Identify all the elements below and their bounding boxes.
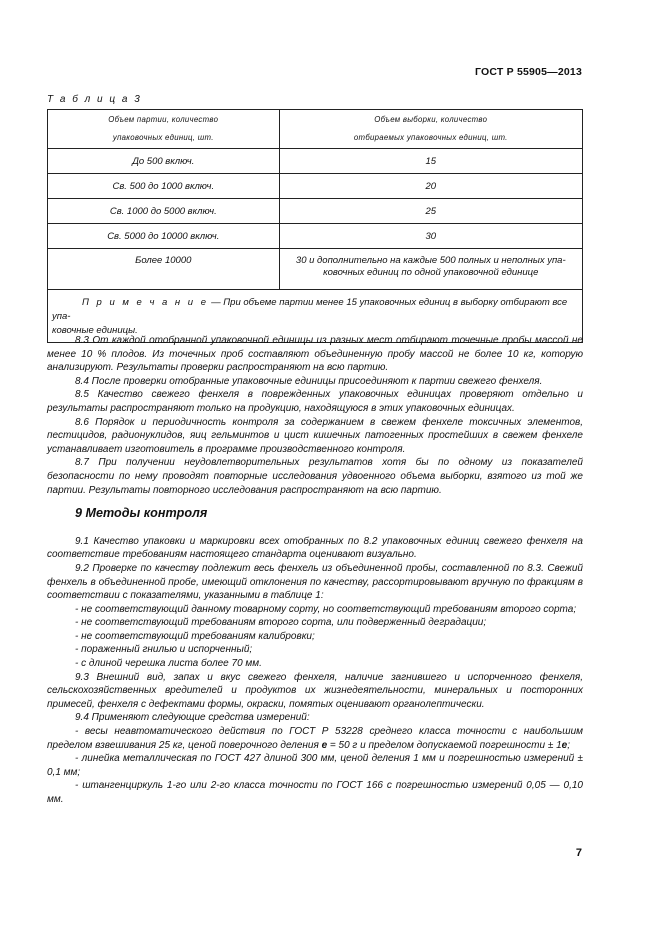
list-item: - не соответствующий требованиям калибровки; (75, 630, 315, 642)
paragraph-9-4: 9.4 Применяют следующие средства измерений: (75, 712, 310, 724)
lot-cell: Св. 1000 до 5000 включ. (48, 199, 280, 224)
section-heading: 9 Методы контроля (75, 506, 208, 521)
sample-cell (279, 249, 582, 290)
paragraph-9-3: 9.3 Внешний вид, запах и вкус свежего фенхеля, наличие загнившего и испорченного фенхеля, сельскохозяйственных вредителей и продуктов их жизнедеятельности, минеральных и посторонних примесей, фенхеля с дефектами формы, окраски, помятых оценивают органолептически. (47, 671, 583, 710)
table-row (48, 174, 583, 199)
division-symbol: е (321, 739, 328, 751)
note-text-1: — При объеме партии менее 15 упаковочных единиц в выборку отбирают все упа- (52, 297, 568, 322)
sample-size-table (47, 109, 583, 343)
list-item: - с длиной черешка листа более 70 мм. (75, 658, 262, 670)
paragraph-8-3: 8.3 От каждой отобранной упаковочной единицы из разных мест отбирают точечные пробы массой не менее 10 % плодов. Из точечных проб составляют объединенную пробу массой не более 10 кг, которую анализируют. Результаты проверки распространяют на всю партию. (47, 335, 583, 374)
page-number: 7 (575, 847, 582, 859)
header-sample-line2: отбираемых упаковочных единиц, шт. (353, 133, 508, 142)
table-header-row (48, 110, 583, 149)
sample-cell: 25 (279, 199, 582, 224)
lot-cell: До 500 включ. (48, 149, 280, 174)
table-row (48, 249, 583, 290)
measurement-item-scales (47, 725, 583, 752)
lot-cell: Более 10000 (48, 249, 280, 290)
lot-cell: Св. 5000 до 10000 включ. (48, 224, 280, 249)
paragraph-8-7: 8.7 При получении неудовлетворительных результатов хотя бы по одному из показателей безопасности по нему проводят повторные исследования удвоенного объема выборки, взятого из той же партии. Результаты повторного исследования распространяют на всю партию. (47, 457, 583, 496)
table-header-sample (279, 110, 582, 149)
lot-cell: Св. 500 до 1000 включ. (48, 174, 280, 199)
scales-text-b: = 50 г и пределом допускаемой погрешности ± 1 (327, 739, 562, 751)
table-caption: Т а б л и ц а 3 (47, 94, 142, 105)
note-label: П р и м е ч а н и е (82, 297, 209, 308)
document-body (47, 334, 583, 807)
document-header: ГОСТ Р 55905—2013 (474, 66, 582, 78)
paragraph-9-2: 9.2 Проверке по качеству подлежит весь фенхель из объединенной пробы, составленной по 8.3. Свежий фенхель в объединенной пробе, имеющий отклонения по качеству, рассортировывают вручную по фракциям в соответствии с показателями, указанными в таблице 1: (47, 562, 583, 602)
table-header-lot (48, 110, 280, 149)
sample-cell-line1: 30 и дополнительно на каждые 500 полных и неполных упа- (295, 255, 566, 266)
paragraph-8-6: 8.6 Порядок и периодичность контроля за содержанием в свежем фенхеле токсичных элементов, пестицидов, радионуклидов, яиц гельминтов и цист кишечных патогенных простейших в свежем фенхеле устанавливает изготовитель в программе производственного контроля. (47, 416, 583, 455)
paragraph-8-4: 8.4 После проверки отобранные упаковочные единицы присоединяют к партии свежего фенхеля. (75, 375, 543, 387)
scales-text-a: - весы неавтоматического действия по ГОСТ Р 53228 среднего класса точности с наибольшим пределом взвешивания 25 кг, ценой поверочного деления (47, 726, 583, 751)
scales-text-c: ; (567, 739, 570, 751)
sample-cell: 15 (279, 149, 582, 174)
header-lot-line1: Объем партии, количество (108, 115, 219, 124)
division-symbol: е (561, 739, 568, 751)
list-item: - не соответствующий требованиям второго сорта, или подверженный деградации; (75, 617, 487, 629)
table-row (48, 149, 583, 174)
measurement-item-ruler: - линейка металлическая по ГОСТ 427 длиной 300 мм, ценой деления 1 мм и погрешностью измерений ± 0,1 мм; (47, 753, 583, 778)
paragraph-9-1: 9.1 Качество упаковки и маркировки всех отобранных по 8.2 упаковочных единиц свежего фенхеля на соответствие требованиям настоящего стандарта оценивают визуально. (47, 535, 583, 561)
paragraph-8-5: 8.5 Качество свежего фенхеля в поврежденных упаковочных единицах проверяют отдельно и результаты распространяют только на продукцию, находящуюся в этих упаковочных единицах. (47, 389, 583, 414)
header-sample-line1: Объем выборки, количество (374, 115, 488, 124)
list-item: - пораженный гнилью и испорченный; (75, 644, 253, 656)
measurement-item-caliper: - штангенциркуль 1-го или 2-го класса точности по ГОСТ 166 с погрешностью измерений 0,05 — 0,10 мм. (47, 780, 583, 805)
sample-cell: 20 (279, 174, 582, 199)
sample-cell: 30 (279, 224, 582, 249)
list-item: - не соответствующий данному товарному сорту, но соответствующий требованиям второго сорта; (75, 603, 577, 615)
table-row (48, 224, 583, 249)
sample-cell-line2: ковочных единиц по одной упаковочной единице (323, 267, 539, 278)
table-row (48, 199, 583, 224)
header-lot-line2: упаковочных единиц, шт. (112, 133, 214, 142)
note-text-2: ковочные единицы. (52, 325, 138, 336)
